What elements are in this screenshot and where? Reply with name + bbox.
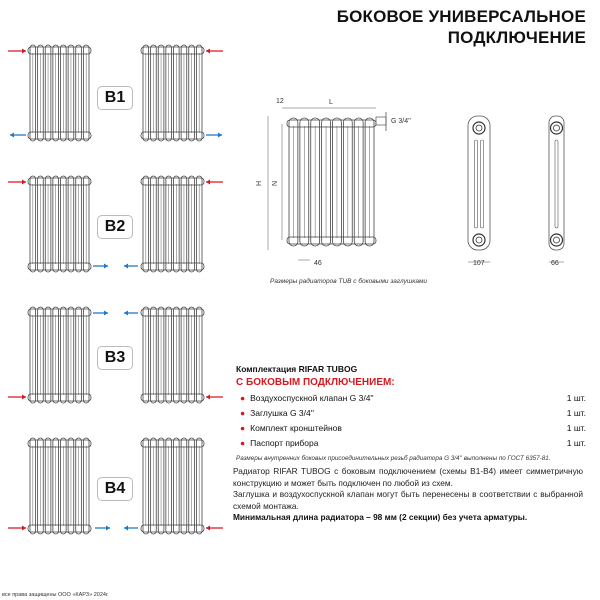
kit-heading: Комплектация RIFAR TUBOG (236, 364, 358, 374)
arrow-head (206, 180, 210, 185)
flow-arrow-icon (93, 264, 108, 269)
arrow-head (106, 526, 110, 531)
flow-arrow-icon (95, 526, 110, 531)
page-title: БОКОВОЕ УНИВЕРСАЛЬНОЕ ПОДКЛЮЧЕНИЕ (336, 7, 586, 47)
bullet-icon: ● (240, 438, 246, 448)
dim-thread: G 3/4'' (391, 118, 411, 125)
scheme-label-b2: B2 (97, 215, 133, 239)
side-body (549, 116, 564, 250)
kit-item: ● Комплект кронштейнов 1 шт. (240, 423, 586, 433)
radiator-icon (141, 438, 204, 534)
kit-subheading: С БОКОВЫМ ПОДКЛЮЧЕНИЕМ: (236, 377, 395, 388)
arrow-head (124, 311, 128, 316)
description: Радиатор RIFAR TUBOG с боковым подключением (схемы B1-B4) имеет симметричную конструкцию и может быть подключен по любой из схем. Заглушка и воздухоспускной клапан могут быть перенесены в соответствии с выбранной схемой монтажа. Минимальная длина радиатора – 98 мм (2 секции) без учета арматуры. (233, 466, 583, 522)
dim-section: 46 (314, 260, 322, 267)
kit-contents (236, 364, 586, 462)
flow-arrow-icon (8, 180, 26, 185)
scheme-label-b3: B3 (97, 346, 133, 370)
flow-arrow-icon (8, 395, 26, 400)
flow-arrow-icon (124, 264, 138, 269)
copyright: все права защищены ООО «КАРЗ» 2024г. (2, 592, 109, 598)
arrow-head (104, 264, 108, 269)
thread-fitting (376, 117, 386, 125)
dim-length: L (329, 99, 333, 106)
arrow-head (22, 395, 26, 400)
flow-arrow-icon (206, 526, 223, 531)
flow-arrow-icon (206, 180, 223, 185)
bullet-icon: ● (240, 393, 246, 403)
radiator-icon (28, 45, 91, 141)
bullet-icon: ● (240, 423, 246, 433)
radiator-icon (28, 307, 91, 403)
radiator-icon (28, 438, 91, 534)
dim-offset: 12 (276, 98, 284, 105)
arrow-head (10, 133, 14, 138)
arrow-head (22, 526, 26, 531)
arrow-head (206, 49, 210, 54)
scheme-label-b1: B1 (97, 86, 133, 110)
radiator-icon (287, 118, 376, 246)
radiator-icon (141, 307, 204, 403)
dim-axis: N (272, 180, 280, 187)
kit-note: Размеры внутренних боковых присоединительных резьб радиатора G 3/4'' выполнены по ГОСТ 6357-81. (236, 455, 551, 462)
flow-arrow-icon (206, 49, 223, 54)
arrow-head (104, 311, 108, 316)
flow-arrow-icon (206, 395, 223, 400)
flow-arrow-icon (10, 133, 26, 138)
side-body (468, 116, 490, 250)
arrow-head (206, 395, 210, 400)
dim-depth-3col: 107 (473, 260, 485, 267)
kit-item: ● Воздухоспускной клапан G 3/4'' 1 шт. (240, 393, 586, 403)
dimension-drawing (240, 90, 600, 275)
bullet-icon: ● (240, 408, 246, 418)
flow-arrow-icon (8, 49, 26, 54)
scheme-label-b4: B4 (97, 477, 133, 501)
radiator-icon (28, 176, 91, 272)
radiator-side-view-icon (549, 116, 564, 262)
arrow-head (206, 526, 210, 531)
dim-depth-2col: 66 (551, 260, 559, 267)
arrow-head (22, 49, 26, 54)
flow-arrow-icon (93, 311, 108, 316)
kit-item: ● Паспорт прибора 1 шт. (240, 438, 586, 448)
flow-arrow-icon (124, 526, 138, 531)
arrow-head (218, 133, 222, 138)
connection-schemes (0, 0, 230, 560)
flow-arrow-icon (206, 133, 222, 138)
radiator-side-view-icon (468, 116, 490, 262)
radiator-icon (141, 45, 204, 141)
arrow-head (124, 264, 128, 269)
arrow-head (124, 526, 128, 531)
drawing-caption: Размеры радиаторов TUB с боковыми заглушками (270, 278, 428, 285)
radiator-icon (141, 176, 204, 272)
kit-item: ● Заглушка G 3/4'' 1 шт. (240, 408, 586, 418)
dim-height: H (256, 180, 264, 187)
flow-arrow-icon (124, 311, 138, 316)
flow-arrow-icon (8, 526, 26, 531)
arrow-head (22, 180, 26, 185)
